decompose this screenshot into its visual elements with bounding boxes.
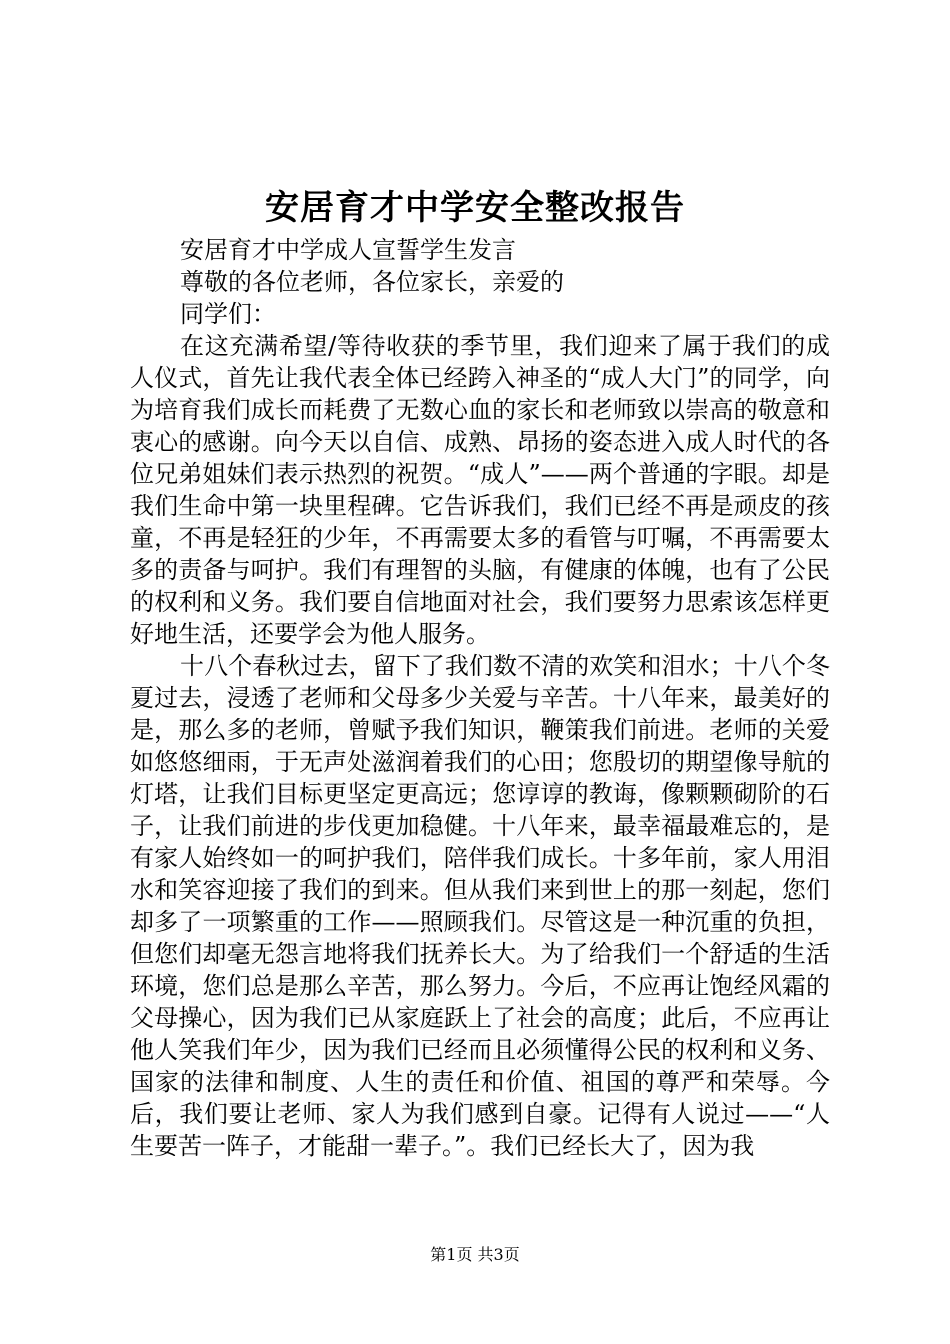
body-paragraph-1: 在这充满希望/等待收获的季节里，我们迎来了属于我们的成人仪式，首先让我代表全体已经跨入神圣的“成人大门”的同学，向为培育我们成长而耗费了无数心血的家长和老师致以崇高的敬意和衷心的感谢。向今天以自信、成熟、昂扬的姿态进入成人时代的各位兄弟姐妹们表示热烈的祝贺。“成人”——两个普通的字眼。却是我们生命中第一块里程碑。它告诉我们，我们已经不再是顽皮的孩童，不再是轻狂的少年，不再需要太多的看管与叮嘱，不再需要太多的责备与呵护。我们有理智的头脑，有健康的体魄，也有了公民的权利和义务。我们要自信地面对社会，我们要努力思索该怎样更好地生活，还要学会为他人服务。 <box>130 332 830 648</box>
body-paragraph-2: 十八个春秋过去，留下了我们数不清的欢笑和泪水；十八个冬夏过去，浸透了老师和父母多少关爱与辛苦。十八年来，最美好的是，那么多的老师，曾赋予我们知识，鞭策我们前进。老师的关爱如悠悠细雨，于无声处滋润着我们的心田；您殷切的期望像导航的灯塔，让我们目标更坚定更高远；您谆谆的教诲，像颗颗砌阶的石子，让我们前进的步伐更加稳健。十八年来，最幸福最难忘的，是有家人始终如一的呵护我们，陪伴我们成长。十多年前，家人用泪水和笑容迎接了我们的到来。但从我们来到世上的那一刻起，您们却多了一项繁重的工作——照顾我们。尽管这是一种沉重的负担，但您们却毫无怨言地将我们抚养长大。为了给我们一个舒适的生活环境，您们总是那么辛苦，那么努力。今后，不应再让饱经风霜的父母操心，因为我们已从家庭跃上了社会的高度；此后，不应再让他人笑我们年少，因为我们已经而且必须懂得公民的权利和义务、国家的法律和制度、人生的责任和价值、祖国的尊严和荣辱。今后，我们要让老师、家人为我们感到自豪。记得有人说过——“人生要苦一阵子，才能甜一辈子。”。我们已经长大了，因为我 <box>130 652 830 1160</box>
body-paragraph-salutation: 尊敬的各位老师，各位家长，亲爱的 <box>180 268 564 296</box>
page-footer <box>0 1244 950 1266</box>
body-paragraph-salutation-cont: 同学们： <box>180 300 276 328</box>
page-number-indicator: 第1页 共3页 <box>430 1245 520 1264</box>
document-body <box>130 234 830 1162</box>
body-paragraph-subtitle: 安居育才中学成人宣誓学生发言 <box>180 236 516 264</box>
document-title: 安居育才中学安全整改报告 <box>265 188 685 228</box>
